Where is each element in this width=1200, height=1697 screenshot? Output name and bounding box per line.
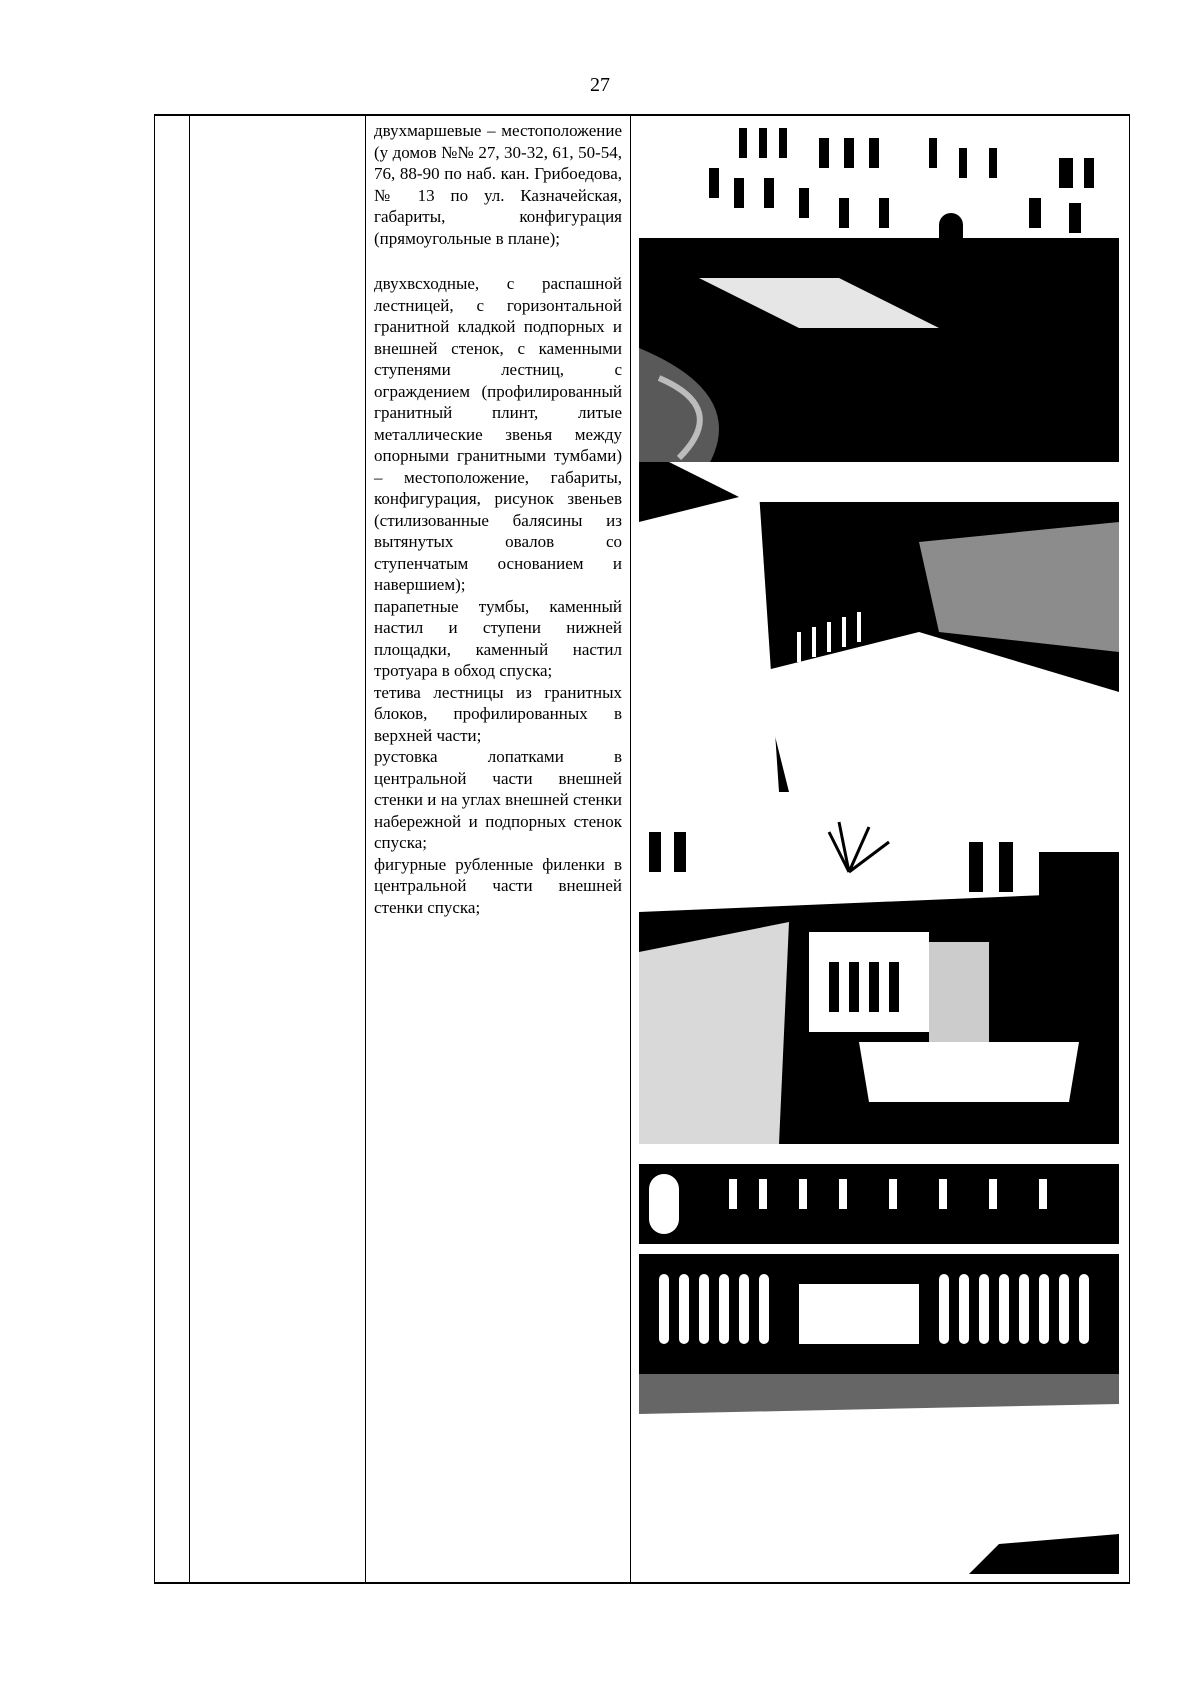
column-divider <box>189 116 190 1582</box>
photo-embankment-descent <box>639 118 1119 480</box>
photo-descent-trees <box>639 812 1119 1144</box>
page-number: 27 <box>590 74 610 96</box>
paragraph-rustication: рустовка лопатками в центральной части внешней стенки и на углах внешней стенки набережной и подпорных стенок спуска; <box>374 747 622 852</box>
paragraph-parapet: парапетные тумбы, каменный настил и ступени нижней площадки, каменный настил тротуара в обход спуска; <box>374 596 622 680</box>
description-cell <box>374 120 622 918</box>
column-divider <box>365 116 366 1582</box>
descriptions-table <box>154 114 1130 1584</box>
photo-balustrade <box>639 462 1119 792</box>
paragraph-stringer: тетива лестницы из гранитных блоков, профилированных в верхней части; <box>374 682 622 745</box>
paragraph-double-flight: двухмаршевые – местоположение (у домов №№ 27, 30-32, 61, 50-54, 76, 88-90 по наб. кан. Грибоедова, № 13 по ул. Казначейская, габариты, конфигурация (прямоугольные в плане); <box>374 121 622 248</box>
paragraph-two-way: двухвсходные, с распашной лестницей, с горизонтальной гранитной кладкой подпорных и внешней стенок, с каменными ступенями лестниц, с ограждением (профилированный гранитный плинт, литые металлические звенья между опорными гранитными тумбами) – местоположение, габариты, конфигурация, рисунок звеньев (стилизованные балясины из вытянутых овалов со ступенчатым основанием и навершием); <box>374 274 622 594</box>
column-divider <box>630 116 631 1582</box>
paragraph-panels: фигурные рубленные филенки в центральной части внешней стенки спуска; <box>374 854 622 917</box>
photo-railing-facade <box>639 1164 1119 1574</box>
